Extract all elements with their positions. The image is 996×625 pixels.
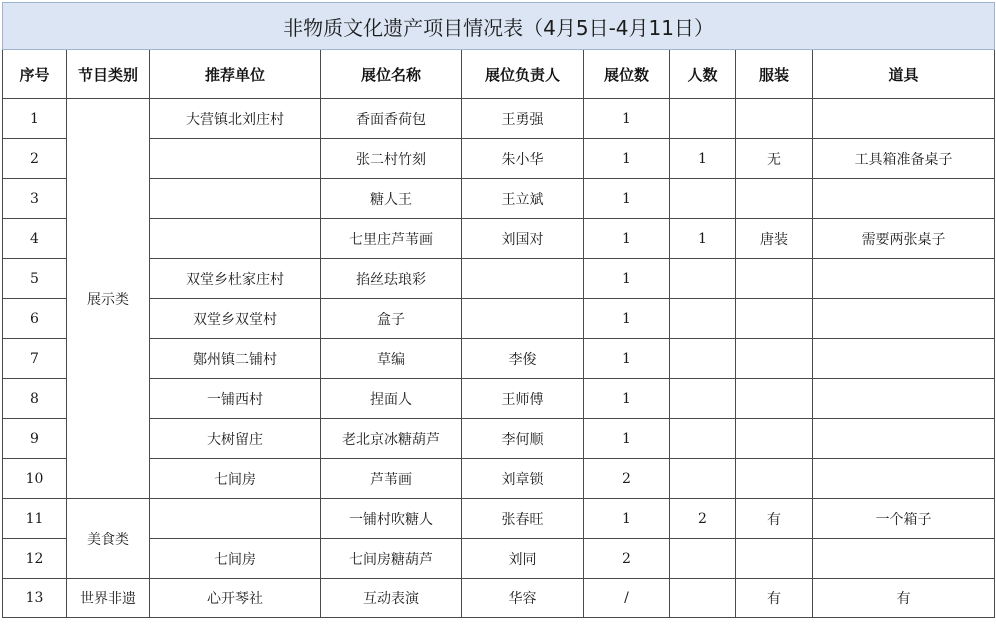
- table-row: [3, 259, 995, 299]
- cell-booth: 七间房糖葫芦: [321, 539, 462, 579]
- cell-unit: 大树留庄: [150, 419, 321, 459]
- cell-booth: 张二村竹刻: [321, 139, 462, 179]
- category-display: 展示类: [67, 99, 150, 499]
- table-row: [3, 539, 995, 579]
- table-title: 非物质文化遗产项目情况表（4月5日-4月11日）: [3, 3, 995, 50]
- cell-unit: 鄚州镇二铺村: [150, 339, 321, 379]
- table-row: [3, 179, 995, 219]
- cell-no: 9: [3, 419, 67, 459]
- cell-props: 有: [813, 579, 995, 618]
- cell-no: 10: [3, 459, 67, 499]
- cell-people: 2: [670, 499, 736, 539]
- cell-no: 6: [3, 299, 67, 339]
- cell-count: 1: [584, 99, 670, 139]
- cell-no: 13: [3, 579, 67, 618]
- table-row: [3, 419, 995, 459]
- cell-count: 1: [584, 259, 670, 299]
- cell-booth: 草编: [321, 339, 462, 379]
- cell-leader: 王勇强: [462, 99, 584, 139]
- table-row: [3, 579, 995, 618]
- cell-leader: 朱小华: [462, 139, 584, 179]
- header-people: 人数: [670, 50, 736, 99]
- cell-no: 7: [3, 339, 67, 379]
- heritage-table-sheet: [2, 2, 994, 623]
- cell-costume: [736, 459, 813, 499]
- table-row: [3, 99, 995, 139]
- cell-people: [670, 299, 736, 339]
- header-unit: 推荐单位: [150, 50, 321, 99]
- cell-count: 1: [584, 339, 670, 379]
- cell-people: [670, 339, 736, 379]
- cell-unit: 心开琴社: [150, 579, 321, 618]
- header-category: 节目类别: [67, 50, 150, 99]
- cell-people: [670, 179, 736, 219]
- cell-no: 12: [3, 539, 67, 579]
- cell-props: 一个箱子: [813, 499, 995, 539]
- cell-costume: 唐装: [736, 219, 813, 259]
- cell-unit: [150, 219, 321, 259]
- cell-unit: 七间房: [150, 459, 321, 499]
- cell-props: [813, 179, 995, 219]
- cell-props: 需要两张桌子: [813, 219, 995, 259]
- cell-props: [813, 259, 995, 299]
- cell-costume: [736, 539, 813, 579]
- cell-leader: 刘同: [462, 539, 584, 579]
- cell-costume: [736, 99, 813, 139]
- table-row: [3, 139, 995, 179]
- cell-unit: 双堂乡杜家庄村: [150, 259, 321, 299]
- cell-booth: 盒子: [321, 299, 462, 339]
- cell-count: 1: [584, 499, 670, 539]
- cell-count: 2: [584, 459, 670, 499]
- header-costume: 服装: [736, 50, 813, 99]
- cell-unit: 大营镇北刘庄村: [150, 99, 321, 139]
- table-row: [3, 379, 995, 419]
- cell-props: 工具箱准备桌子: [813, 139, 995, 179]
- cell-costume: 有: [736, 499, 813, 539]
- cell-count: /: [584, 579, 670, 618]
- table-row: [3, 339, 995, 379]
- header-booth: 展位名称: [321, 50, 462, 99]
- cell-costume: [736, 179, 813, 219]
- cell-booth: 香面香荷包: [321, 99, 462, 139]
- cell-props: [813, 419, 995, 459]
- heritage-table: [2, 2, 995, 618]
- cell-leader: [462, 259, 584, 299]
- cell-costume: [736, 299, 813, 339]
- cell-unit: 双堂乡双堂村: [150, 299, 321, 339]
- cell-people: [670, 99, 736, 139]
- cell-leader: 王立斌: [462, 179, 584, 219]
- cell-props: [813, 99, 995, 139]
- cell-people: [670, 379, 736, 419]
- cell-people: [670, 259, 736, 299]
- cell-people: [670, 539, 736, 579]
- cell-no: 8: [3, 379, 67, 419]
- header-count: 展位数: [584, 50, 670, 99]
- cell-booth: 糖人王: [321, 179, 462, 219]
- cell-costume: [736, 259, 813, 299]
- cell-costume: [736, 419, 813, 459]
- cell-booth: 老北京冰糖葫芦: [321, 419, 462, 459]
- cell-booth: 芦苇画: [321, 459, 462, 499]
- cell-people: [670, 419, 736, 459]
- cell-count: 2: [584, 539, 670, 579]
- cell-leader: [462, 299, 584, 339]
- cell-costume: 无: [736, 139, 813, 179]
- category-food: 美食类: [67, 499, 150, 579]
- cell-booth: 捏面人: [321, 379, 462, 419]
- cell-props: [813, 459, 995, 499]
- cell-no: 4: [3, 219, 67, 259]
- cell-no: 11: [3, 499, 67, 539]
- cell-count: 1: [584, 379, 670, 419]
- cell-booth: 七里庄芦苇画: [321, 219, 462, 259]
- cell-leader: 李俊: [462, 339, 584, 379]
- cell-leader: 华容: [462, 579, 584, 618]
- cell-people: [670, 579, 736, 618]
- cell-props: [813, 379, 995, 419]
- cell-leader: 张春旺: [462, 499, 584, 539]
- cell-costume: 有: [736, 579, 813, 618]
- cell-count: 1: [584, 179, 670, 219]
- cell-props: [813, 299, 995, 339]
- category-world: 世界非遗: [67, 579, 150, 618]
- cell-no: 2: [3, 139, 67, 179]
- cell-leader: 刘章锁: [462, 459, 584, 499]
- cell-booth: 互动表演: [321, 579, 462, 618]
- cell-booth: 一铺村吹糖人: [321, 499, 462, 539]
- cell-props: [813, 539, 995, 579]
- cell-leader: 李何顺: [462, 419, 584, 459]
- table-row: [3, 299, 995, 339]
- table-row: [3, 219, 995, 259]
- cell-count: 1: [584, 139, 670, 179]
- table-row: [3, 459, 995, 499]
- header-row: [3, 50, 995, 99]
- cell-no: 3: [3, 179, 67, 219]
- cell-people: 1: [670, 139, 736, 179]
- cell-leader: 刘国对: [462, 219, 584, 259]
- cell-unit: 一铺西村: [150, 379, 321, 419]
- cell-count: 1: [584, 299, 670, 339]
- cell-costume: [736, 379, 813, 419]
- cell-count: 1: [584, 419, 670, 459]
- cell-booth: 掐丝珐琅彩: [321, 259, 462, 299]
- cell-count: 1: [584, 219, 670, 259]
- cell-unit: [150, 179, 321, 219]
- cell-no: 5: [3, 259, 67, 299]
- header-no: 序号: [3, 50, 67, 99]
- cell-unit: [150, 499, 321, 539]
- cell-unit: [150, 139, 321, 179]
- table-row: [3, 499, 995, 539]
- header-props: 道具: [813, 50, 995, 99]
- cell-people: [670, 459, 736, 499]
- cell-leader: 王师傅: [462, 379, 584, 419]
- cell-unit: 七间房: [150, 539, 321, 579]
- header-leader: 展位负责人: [462, 50, 584, 99]
- cell-costume: [736, 339, 813, 379]
- cell-no: 1: [3, 99, 67, 139]
- cell-props: [813, 339, 995, 379]
- cell-people: 1: [670, 219, 736, 259]
